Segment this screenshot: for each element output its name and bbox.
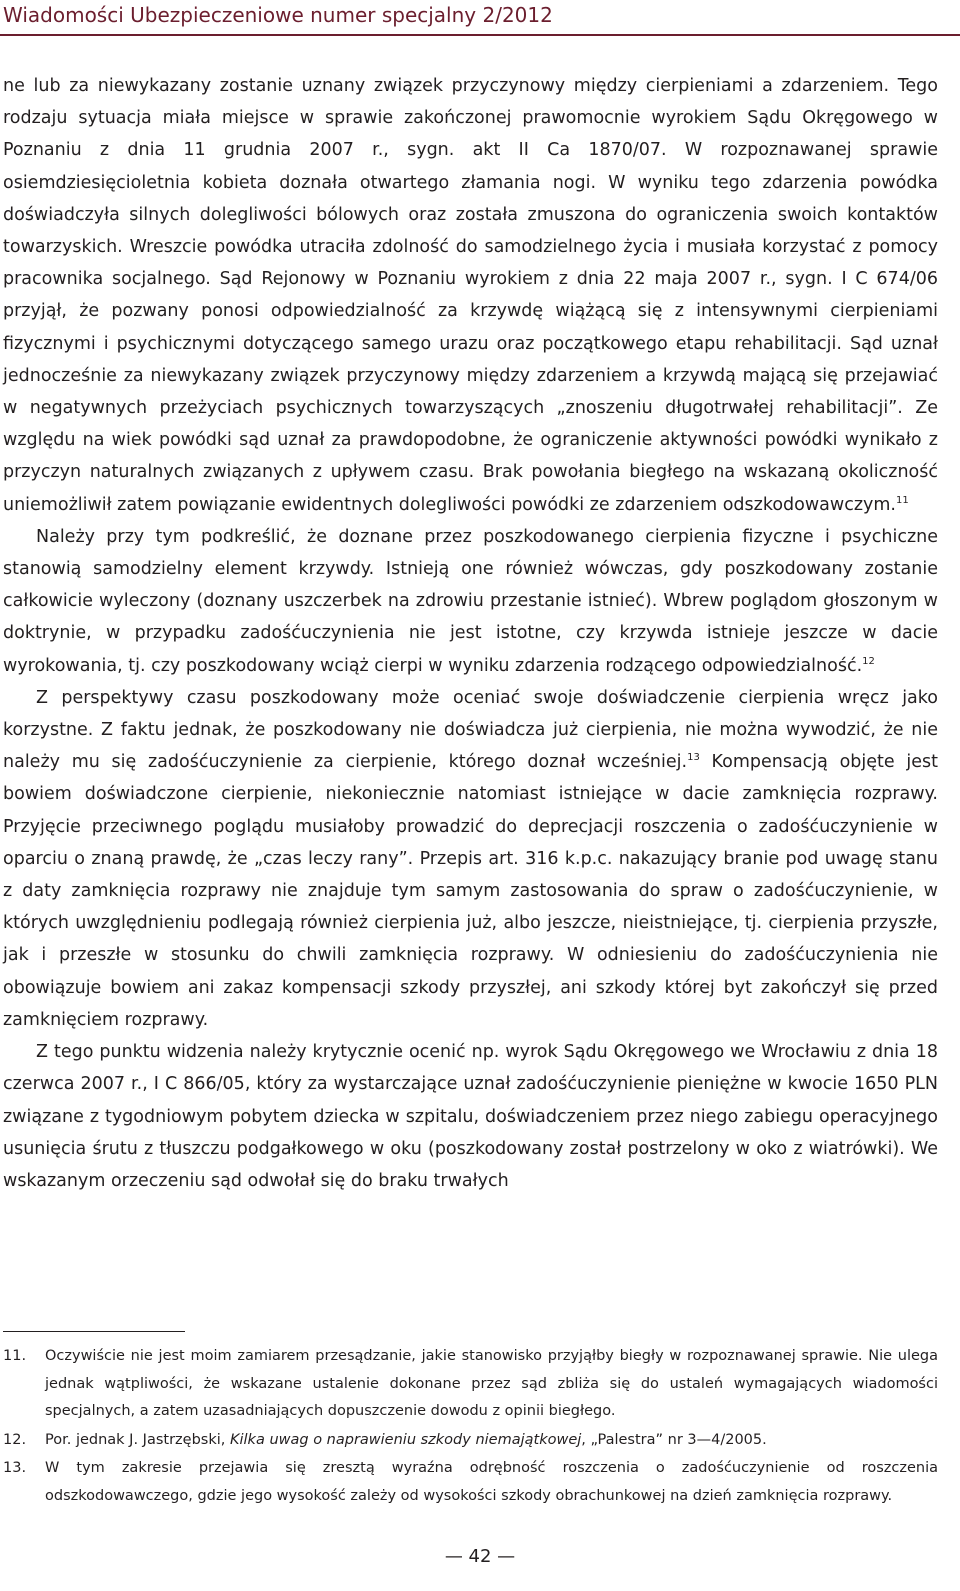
page-number: — 42 — — [444, 1546, 516, 1567]
paragraph-1 — [3, 70, 938, 521]
paragraph-2 — [3, 521, 938, 682]
footnote-ref-13[interactable]: 13 — [687, 752, 700, 764]
footnotes — [3, 1343, 938, 1511]
cited-title: Kilka uwag o naprawieniu szkody niemajątkowej — [229, 1431, 582, 1448]
footnote-number: 12. — [3, 1431, 27, 1448]
footnote-ref-11[interactable]: 11 — [895, 494, 909, 506]
paragraph-2-text: Należy przy tym podkreślić, że doznane przez poszkodowanego cierpienia fizyczne i psychiczne stanowią samodzielny element krzywdy. Istnieją one również wówczas, gdy poszkodowany zostanie całkowicie wyleczony (doznany uszczerbek na zdrowiu przestanie istnieć). Wbrew poglądom głoszonym w doktrynie, w przypadku zadośćuczynienia nie jest istotne, czy krzywda istnieje jeszcze w dacie wyrokowania, tj. czy poszkodowany wciąż cierpi w wyniku zdarzenia rodzącego odpowiedzialność. — [3, 526, 938, 676]
paragraph-3 — [3, 682, 938, 1036]
footnote-11 — [3, 1343, 938, 1426]
footnote-text: Oczywiście nie jest moim zamiarem przesądzanie, jakie stanowisko przyjąłby biegły w rozpoznawanej sprawie. Nie ulega jednak wątpliwości, że wskazane ustalenie dokonane przez sąd zbliża się do ustaleń wymagających wiadomości specjalnych, a zatem uzasadniających dopuszczenie dowodu z opinii biegłego. — [45, 1348, 938, 1419]
footnote-number: 13. — [3, 1460, 27, 1476]
footnote-text: W tym zakresie przejawia się zresztą wyraźna odrębność roszczenia o zadośćuczynienie od roszczenia odszkodowawczego, gdzie jego wysokość zależy od wysokości szkody obrachunkowej na dzień zamknięcia rozprawy. — [45, 1460, 938, 1504]
paragraph-4 — [3, 1036, 938, 1197]
paragraph-3-text-b: Kompensacją objęte jest bowiem doświadczone cierpienie, niekoniecznie natomiast istniejące w dacie zamknięcia rozprawy. Przyjęcie przeciwnego poglądu musiałoby prowadzić do deprecjacji roszczenia o zadośćuczynienie w oparciu o znaną prawdę, że „czas leczy rany”. Przepis art. 316 k.p.c. nakazujący branie pod uwagę stanu z daty zamknięcia rozprawy nie znajduje tym samym zastosowania do spraw o zadośćuczynienie, w których uwzględnieniu podlegają również cierpienia już, albo jeszcze, nieistniejące, tj. cierpienia przyszłe, jak i przeszłe w stosunku do chwili zamknięcia rozprawy. W odniesieniu do zadośćuczynienia nie obowiązuje bowiem ani zakaz kompensacji szkody przyszłej, ani szkody której byt zakończył się przed zamknięciem rozprawy. — [3, 752, 938, 1030]
footnote-ref-12[interactable]: 12 — [862, 655, 875, 667]
running-header — [0, 0, 960, 38]
footnote-12 — [3, 1427, 938, 1455]
footnote-text-before: Por. jednak J. Jastrzębski, — [45, 1431, 230, 1448]
footnote-separator — [3, 1331, 185, 1332]
header-rule — [0, 34, 960, 36]
footnote-number: 11. — [3, 1348, 27, 1364]
paragraph-1-text: ne lub za niewykazany zostanie uznany związek przyczynowy między cierpieniami a zdarzeniem. Tego rodzaju sytuacja miała miejsce w sprawie zakończonej prawomocnie wyrokiem Sądu Okręgowego w Poznaniu z dnia 11 grudnia 2007 r., sygn. akt II Ca 1870/07. W rozpoznawanej sprawie osiemdziesięcioletnia kobieta doznała otwartego złamania nogi. W wyniku tego zdarzenia powódka doświadczyła silnych dolegliwości bólowych oraz została zmuszona do ograniczenia swoich kontaktów towarzyskich. Wreszcie powódka utraciła zdolność do samodzielnego życia i musiała korzystać z pomocy pracownika socjalnego. Sąd Rejonowy w Poznaniu wyrokiem z dnia 22 maja 2007 r., sygn. I C 674/06 przyjął, że pozwany ponosi odpowiedzialność za krzywdę wiążącą się z intensywnymi cierpieniami fizycznymi i psychicznymi dotyczącego samego urazu oraz początkowego etapu rehabilitacji. Sąd uznał jednocześnie za niewykazany związek przyczynowy między zdarzeniem a krzywdą mającą się przejawiać w negatywnych przeżyciach psychicznych towarzyszących „znoszeniu długotrwałej rehabilitacji”. Ze względu na wiek powódki sąd uznał za prawdopodobne, że ograniczenie aktywności powódki wynikało z przyczyn naturalnych związanych z upływem czasu. Brak powołania biegłego na wskazaną okoliczność uniemożliwił zatem powiązanie ewidentnych dolegliwości powódki ze zdarzeniem odszkodowawczym. — [3, 76, 938, 515]
footnote-text-after: , „Palestra” nr 3—4/2005. — [581, 1431, 767, 1448]
journal-title: Wiadomości Ubezpieczeniowe numer specjalny 2/2012 — [3, 3, 553, 27]
paragraph-4-text: Z tego punktu widzenia należy krytycznie ocenić np. wyrok Sądu Okręgowego we Wrocławiu z dnia 18 czerwca 2007 r., I C 866/05, który za wystarczające uznał zadośćuczynienie pieniężne w kwocie 1650 PLN związane z tygodniowym pobytem dziecka w szpitalu, doświadczeniem przez niego zabiegu operacyjnego usunięcia śrutu z tłuszczu podgałkowego w oku (poszkodowany został postrzelony w oko z wiatrówki). We wskazanym orzeczeniu sąd odwołał się do braku trwałych — [3, 1042, 938, 1191]
article-body — [3, 70, 938, 1197]
paragraph-3-text-a: Z perspektywy czasu poszkodowany może oceniać swoje doświadczenie cierpienia wręcz jako korzystne. Z faktu jednak, że poszkodowany nie doświadcza już cierpienia, nie można wywodzić, że nie należy mu się zadośćuczynienie za cierpienie, którego doznał wcześniej. — [3, 687, 938, 773]
footnote-13 — [3, 1455, 938, 1510]
footnote-text — [45, 1427, 938, 1455]
